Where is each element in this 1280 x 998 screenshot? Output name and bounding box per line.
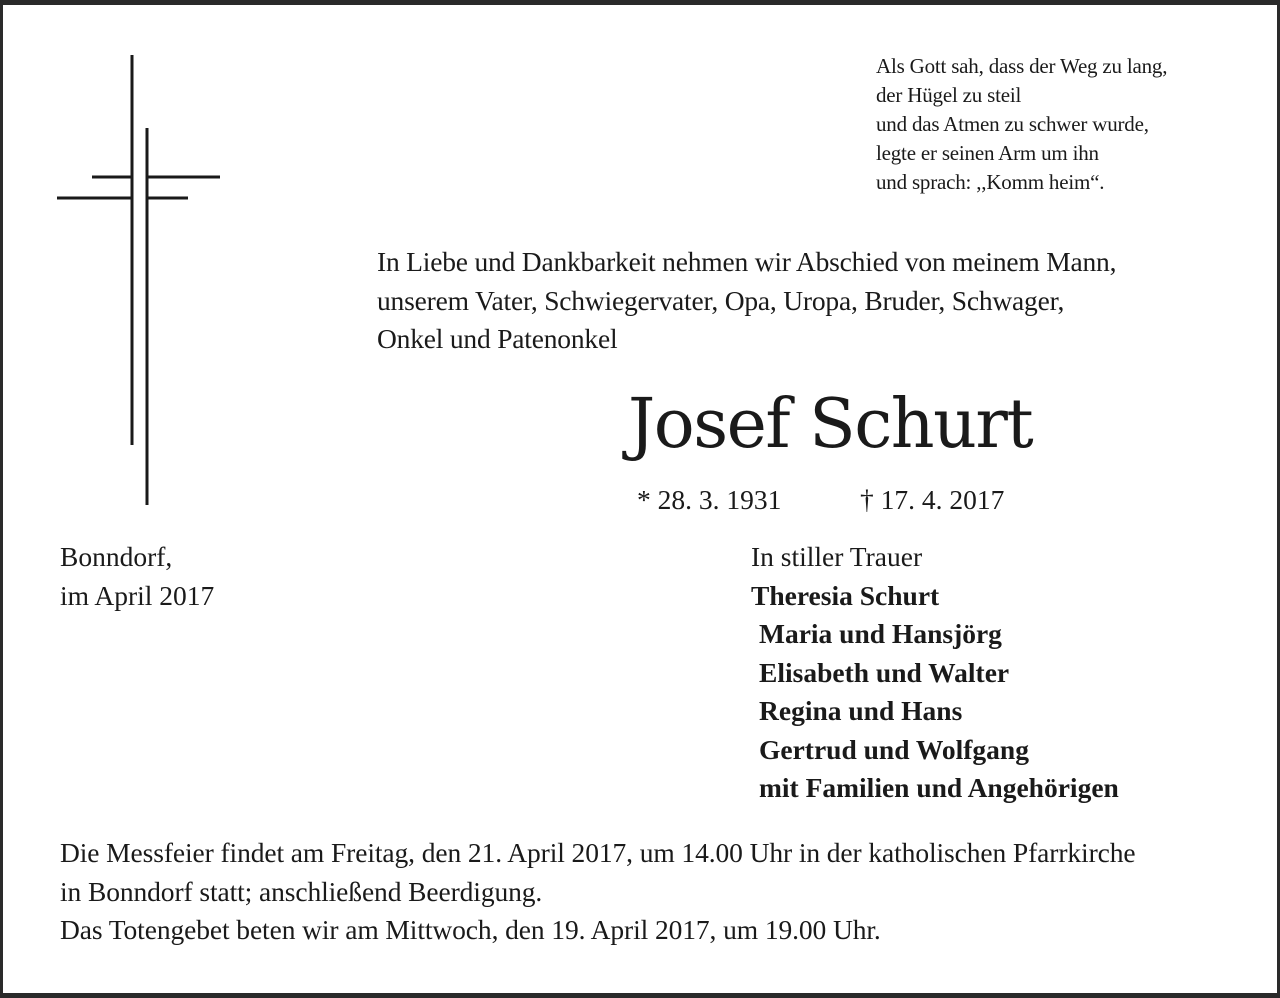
- mourner-name: mit Familien und Angehörigen: [759, 772, 1119, 803]
- deceased-name: Josef Schurt: [628, 385, 1033, 464]
- place-line: im April 2017: [60, 579, 215, 611]
- place-line: Bonndorf,: [60, 541, 173, 572]
- poem: [876, 52, 1256, 197]
- birth-date: * 28. 3. 1931: [637, 484, 782, 515]
- cross-icon: [50, 50, 230, 510]
- poem-line: der Hügel zu steil: [876, 83, 1022, 107]
- mourner-name: Maria und Hansjörg: [759, 618, 1002, 649]
- intro-line: In Liebe und Dankbarkeit nehmen wir Abschied von meinem Mann,: [377, 246, 1117, 277]
- poem-line: und das Atmen zu schwer wurde,: [876, 112, 1149, 136]
- notice-line: Das Totengebet beten wir am Mittwoch, den 19. April 2017, um 19.00 Uhr.: [60, 914, 881, 945]
- mourner-name: Theresia Schurt: [751, 579, 940, 611]
- notice-line: in Bonndorf statt; anschließend Beerdigung.: [60, 875, 543, 907]
- intro-text: [377, 243, 1257, 359]
- place-and-date: [60, 538, 214, 615]
- mourners-list: [751, 538, 1119, 808]
- mourner-name: Regina und Hans: [759, 695, 963, 726]
- death-date: † 17. 4. 2017: [860, 484, 1005, 515]
- mourner-name: Gertrud und Wolfgang: [759, 733, 1029, 765]
- intro-line: Onkel und Patenonkel: [377, 323, 618, 354]
- mourners-heading: In stiller Trauer: [751, 541, 923, 572]
- poem-line: Als Gott sah, dass der Weg zu lang,: [876, 54, 1168, 78]
- service-notice: [60, 834, 1260, 950]
- intro-line: unserem Vater, Schwiegervater, Opa, Uropa, Bruder, Schwager,: [377, 284, 1065, 316]
- poem-line: und sprach: ,,Komm heim“.: [876, 170, 1105, 194]
- poem-line: legte er seinen Arm um ihn: [876, 141, 1099, 165]
- notice-line: Die Messfeier findet am Freitag, den 21. April 2017, um 14.00 Uhr in der katholischen Pfarrkirche: [60, 837, 1136, 868]
- mourner-name: Elisabeth und Walter: [759, 656, 1010, 688]
